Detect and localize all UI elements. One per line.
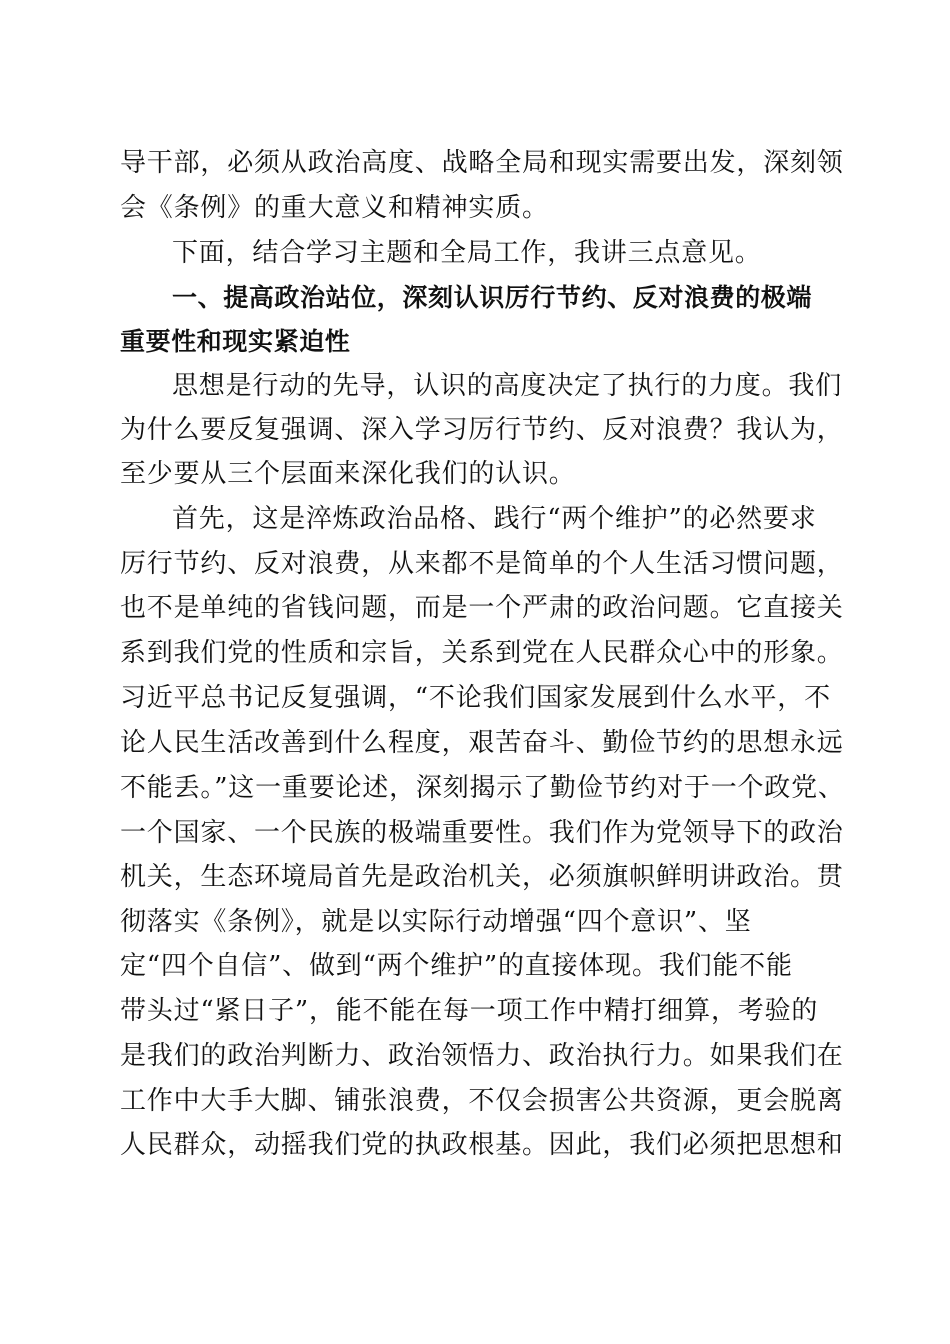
- body-text-line: 会《条例》的重大意义和精神实质。: [120, 193, 549, 223]
- body-text-line: 导干部，必须从政治高度、战略全局和现实需要出发，深刻领: [120, 148, 844, 178]
- body-text-line: 思想是行动的先导，认识的高度决定了执行的力度。我们: [172, 371, 843, 401]
- body-text-line: 下面，结合学习主题和全局工作，我讲三点意见。: [172, 238, 762, 268]
- body-text-line: 系到我们党的性质和宗旨，关系到党在人民群众心中的形象。: [120, 638, 844, 668]
- section-heading-continued: 重要性和现实紧迫性: [120, 327, 351, 356]
- body-text-line: 为什么要反复强调、深入学习厉行节约、反对浪费？我认为，: [120, 415, 844, 445]
- body-text-line: 带头过“紧日子”，能不能在每一项工作中精打细算，考验的: [120, 996, 819, 1026]
- body-text-line: 不能丢。”这一重要论述，深刻揭示了勤俭节约对于一个政党、: [120, 773, 845, 803]
- body-text-line: 是我们的政治判断力、政治领悟力、政治执行力。如果我们在: [120, 1041, 844, 1071]
- body-text-line: 彻落实《条例》，就是以实际行动增强“四个意识”、坚: [120, 907, 752, 937]
- section-heading: 一、提高政治站位，深刻认识厉行节约、反对浪费的极端: [172, 283, 813, 312]
- body-text-line: 工作中大手大脚、铺张浪费，不仅会损害公共资源，更会脱离: [120, 1086, 844, 1116]
- body-text-line: 人民群众，动摇我们党的执政根基。因此，我们必须把思想和: [120, 1130, 844, 1160]
- body-text-line: 至少要从三个层面来深化我们的认识。: [120, 459, 576, 489]
- body-text-line: 习近平总书记反复强调，“不论我们国家发展到什么水平，不: [120, 683, 831, 713]
- body-text-line: 首先，这是淬炼政治品格、践行“两个维护”的必然要求: [172, 504, 817, 534]
- body-text-line: 定“四个自信”、做到“两个维护”的直接体现。我们能不能: [120, 951, 793, 981]
- body-text-line: 机关，生态环境局首先是政治机关，必须旗帜鲜明讲政治。贯: [120, 862, 844, 892]
- body-text-line: 一个国家、一个民族的极端重要性。我们作为党领导下的政治: [120, 818, 844, 848]
- body-text-line: 厉行节约、反对浪费，从来都不是简单的个人生活习惯问题，: [120, 549, 844, 579]
- body-text-line: 也不是单纯的省钱问题，而是一个严肃的政治问题。它直接关: [120, 593, 844, 623]
- body-text-line: 论人民生活改善到什么程度，艰苦奋斗、勤俭节约的思想永远: [120, 728, 844, 758]
